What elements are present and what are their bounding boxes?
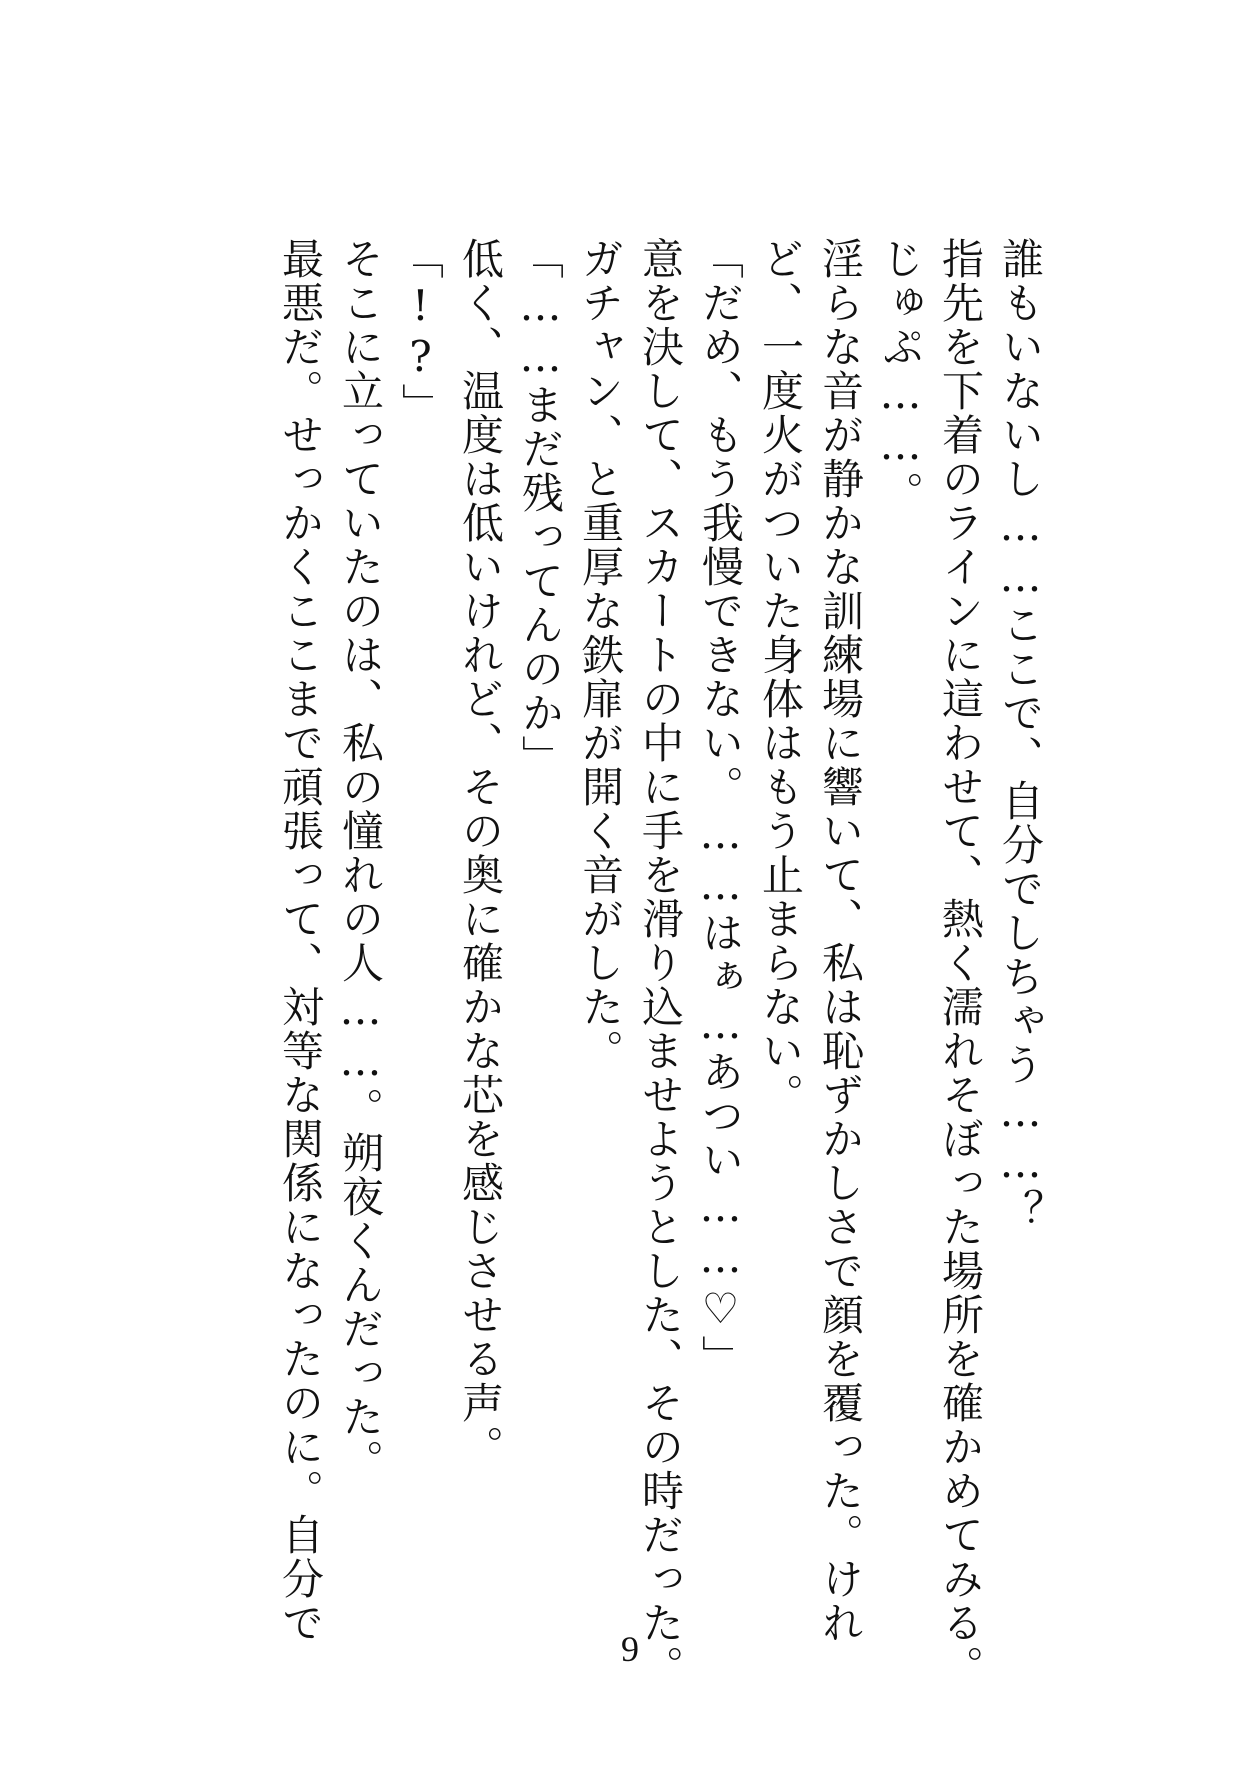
dialogue-line: 「!?」	[396, 237, 445, 427]
dialogue-line: 「だめ、もう我慢できない。……はぁ…あつい……♡」	[696, 237, 745, 1379]
text-line: 淫らな音が静かな訓練場に響いて、私は恥ずかしさで顔を覆った。けれ	[816, 237, 865, 1645]
dialogue-line: 「……まだ残ってんのか」	[516, 237, 565, 779]
text-line: ど、一度火がついた身体はもう止まらない。	[756, 237, 805, 1117]
vertical-text-body	[0, 237, 1260, 1689]
text-line: そこに立っていたのは、私の憧れの人……。朔夜くんだった。	[336, 237, 385, 1483]
text-line: 意を決して、スカートの中に手を滑り込ませようとした、その時だった。	[636, 237, 685, 1689]
text-line: ガチャン、と重厚な鉄扉が開く音がした。	[576, 237, 625, 1073]
text-line: 誰もいないし……ここで、自分でしちゃう……？	[996, 237, 1045, 1233]
text-line: 指先を下着のラインに這わせて、熱く濡れそぼった場所を確かめてみる。	[936, 237, 985, 1689]
text-line: 最悪だ。せっかくここまで頑張って、対等な関係になったのに。自分で	[276, 237, 325, 1645]
page-number: 9	[621, 1629, 639, 1669]
text-line: じゅぷ……。	[876, 237, 925, 515]
text-line: 低く、温度は低いけれど、その奥に確かな芯を感じさせる声。	[456, 237, 505, 1469]
